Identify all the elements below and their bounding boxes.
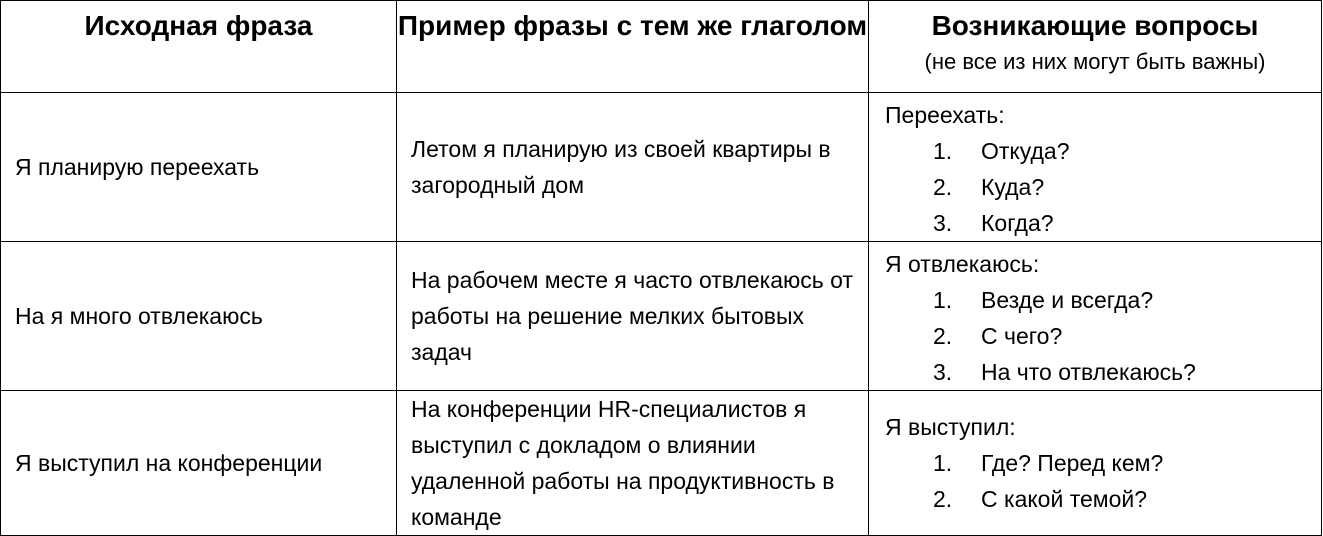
list-item [885,445,1321,481]
list-item [885,133,1321,169]
header-questions-note: (не все из них могут быть важны) [924,49,1266,74]
list-item [885,481,1321,517]
verb-title: Я выступил: [885,414,1016,440]
question-text: Откуда? [981,138,1070,164]
list-number: 1. [933,450,953,476]
list-item [885,282,1321,318]
header-source-phrase [1,1,397,93]
header-source-label: Исходная фраза [84,10,313,41]
source-phrase: Я планирую переехать [15,154,260,180]
question-text: На что отвлекаюсь? [981,359,1196,385]
example-phrase: На рабочем месте я часто отвлекаюсь от работы на решение мелких бытовых задач [411,267,853,365]
source-phrase-cell [1,391,397,536]
question-text: Когда? [981,210,1054,236]
question-text: С какой темой? [981,486,1148,512]
list-number: 3. [933,359,953,385]
header-row [1,1,1322,93]
example-phrase: На конференции HR-специалистов я выступил с докладом о влиянии удаленной работы на продуктивность в команде [411,396,835,530]
question-text: Везде и всегда? [981,287,1154,313]
header-questions [869,1,1322,93]
list-item [885,318,1321,354]
source-phrase-cell [1,93,397,242]
verb-title: Я отвлекаюсь: [885,251,1040,277]
list-number: 2. [933,486,953,512]
header-questions-label: Возникающие вопросы [931,10,1259,41]
example-phrase-cell [397,391,869,536]
list-item [885,169,1321,205]
verb-title: Переехать: [885,102,1005,128]
questions-list [885,282,1321,390]
list-number: 3. [933,210,953,236]
source-phrase-cell [1,242,397,391]
questions-list [885,445,1321,517]
source-phrase: Я выступил на конференции [15,450,323,476]
question-text: С чего? [981,323,1063,349]
question-text: Где? Перед кем? [981,450,1164,476]
header-example-phrase [397,1,869,93]
list-item [885,354,1321,390]
questions-list [885,133,1321,241]
example-phrase: Летом я планирую из своей квартиры в загородный дом [411,136,831,198]
header-example-label: Пример фразы с тем же глаголом [397,10,868,41]
list-item [885,205,1321,241]
list-number: 2. [933,174,953,200]
list-number: 1. [933,138,953,164]
table-row [1,93,1322,242]
example-phrase-cell [397,93,869,242]
table-row [1,242,1322,391]
question-text: Куда? [981,174,1045,200]
example-phrase-cell [397,242,869,391]
list-number: 1. [933,287,953,313]
source-phrase: На я много отвлекаюсь [15,303,263,329]
table-row [1,391,1322,536]
questions-cell [869,93,1322,242]
questions-cell [869,242,1322,391]
list-number: 2. [933,323,953,349]
questions-cell [869,391,1322,536]
